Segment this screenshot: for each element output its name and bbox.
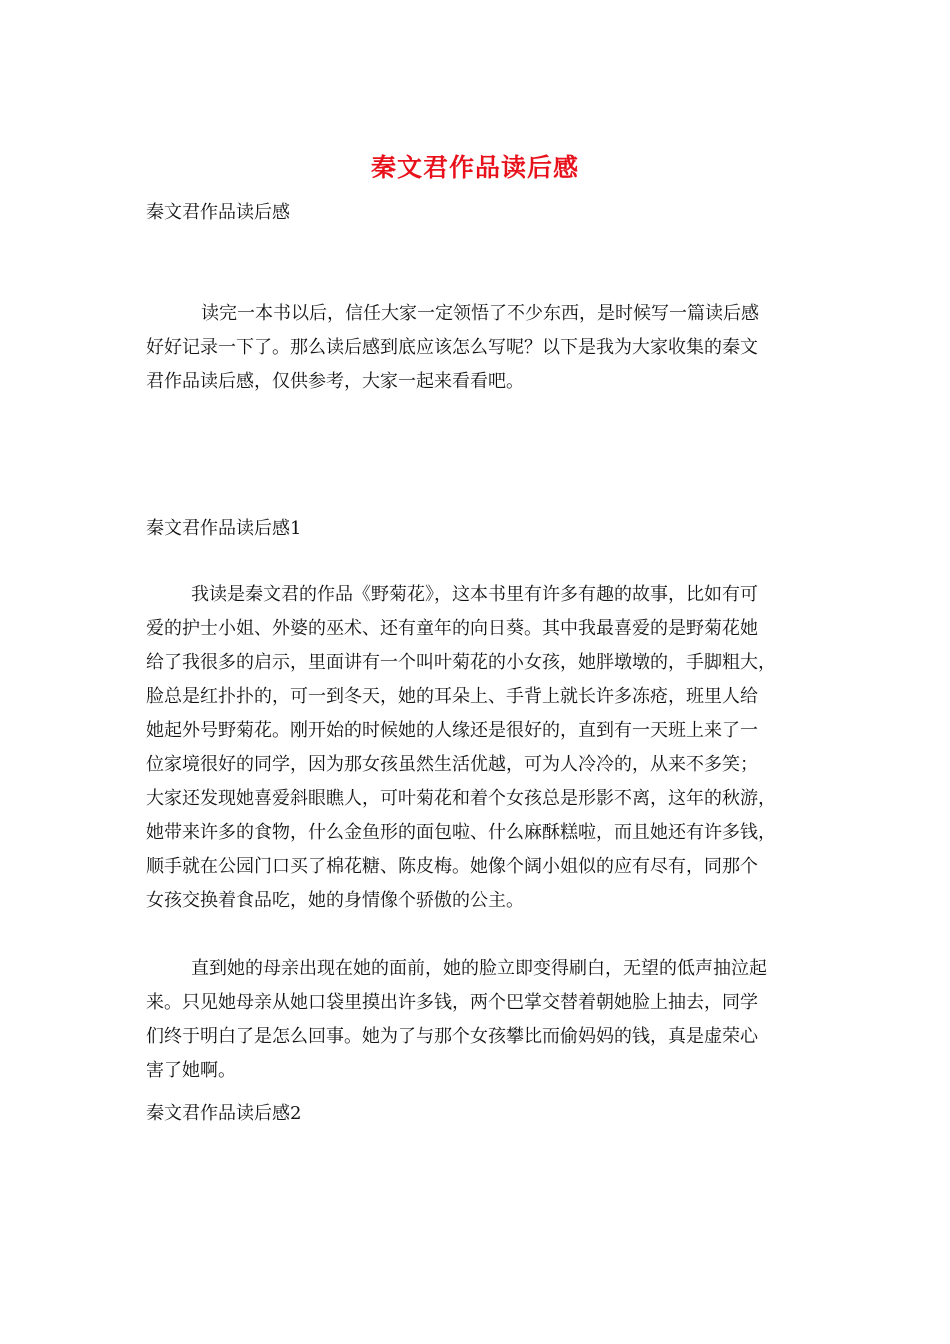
intro-line: 君作品读后感，仅供参考，大家一起来看看吧。 xyxy=(146,371,524,392)
intro-line: 好好记录一下了。那么读后感到底应该怎么写呢？以下是我为大家收集的秦文 xyxy=(146,337,758,358)
document-title: 秦文君作品读后感 xyxy=(370,153,579,182)
paragraph-line: 来。只见她母亲从她口袋里摸出许多钱，两个巴掌交替着朝她脸上抽去，同学 xyxy=(146,992,758,1013)
paragraph-line: 她带来许多的食物，什么金鱼形的面包啦、什么麻酥糕啦，而且她还有许多钱， xyxy=(146,822,776,843)
paragraph-line: 大家还发现她喜爱斜眼瞧人，可叶菊花和着个女孩总是形影不离，这年的秋游， xyxy=(146,788,776,809)
paragraph-line: 她起外号野菊花。刚开始的时候她的人缘还是很好的，直到有一天班上来了一 xyxy=(146,720,758,741)
paragraph-line: 我读是秦文君的作品《野菊花》，这本书里有许多有趣的故事，比如有可 xyxy=(191,584,758,605)
section-1-paragraph-1 xyxy=(146,578,811,918)
paragraph-line: 女孩交换着食品吃，她的身情像个骄傲的公主。 xyxy=(146,890,524,911)
intro-paragraph xyxy=(146,297,811,399)
paragraph-line: 顺手就在公园门口买了棉花糖、陈皮梅。她像个阔小姐似的应有尽有，同那个 xyxy=(146,856,758,877)
paragraph-line: 害了她啊。 xyxy=(146,1060,236,1081)
paragraph-line: 直到她的母亲出现在她的面前，她的脸立即变得刷白，无望的低声抽泣起 xyxy=(191,958,767,979)
paragraph-line: 给了我很多的启示，里面讲有一个叫叶菊花的小女孩，她胖墩墩的，手脚粗大， xyxy=(146,652,776,673)
paragraph-line: 们终于明白了是怎么回事。她为了与那个女孩攀比而偷妈妈的钱，真是虚荣心 xyxy=(146,1026,758,1047)
paragraph-line: 脸总是红扑扑的，可一到冬天，她的耳朵上、手背上就长许多冻疮，班里人给 xyxy=(146,686,758,707)
document-subtitle: 秦文君作品读后感 xyxy=(146,202,290,223)
paragraph-line: 位家境很好的同学，因为那女孩虽然生活优越，可为人冷冷的，从来不多笑； xyxy=(146,754,758,775)
paragraph-line: 爱的护士小姐、外婆的巫术、还有童年的向日葵。其中我最喜爱的是野菊花她 xyxy=(146,618,758,639)
section-1-heading: 秦文君作品读后感1 xyxy=(146,518,302,539)
section-1-paragraph-2 xyxy=(146,952,811,1088)
intro-line: 读完一本书以后，信任大家一定领悟了不少东西，是时候写一篇读后感 xyxy=(201,303,759,324)
section-2-heading: 秦文君作品读后感2 xyxy=(146,1103,302,1124)
